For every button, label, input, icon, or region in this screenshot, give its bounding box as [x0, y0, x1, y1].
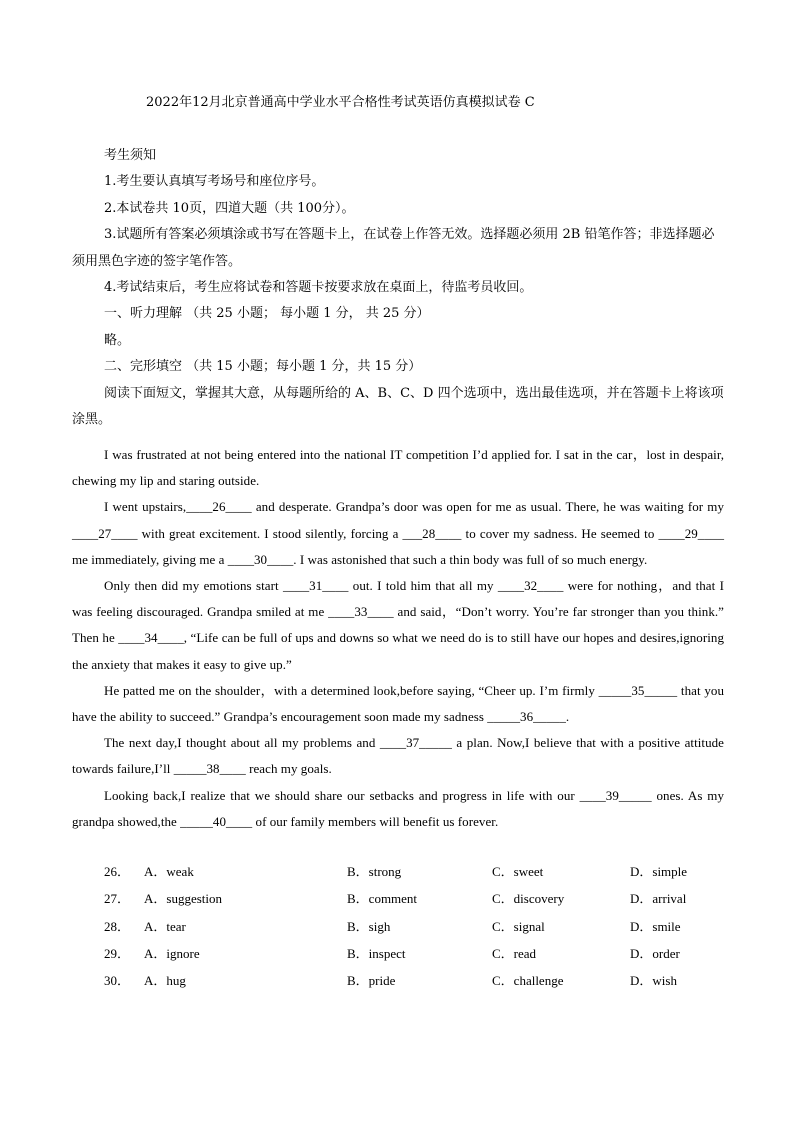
section1-note: 略。 [104, 332, 131, 348]
question-number: 30． [104, 973, 131, 989]
option-d: D．order [630, 946, 680, 962]
option-b: B．inspect [347, 946, 406, 962]
section1-heading: 一、听力理解 （共 25 小题； 每小题 1 分， 共 25 分） [104, 306, 430, 322]
notice-item: 2.本试卷共 10页，四道大题（共 100分）。 [104, 200, 355, 216]
document-title: 2022年12月北京普通高中学业水平合格性考试英语仿真模拟试卷 C [146, 95, 535, 110]
option-b: B．strong [347, 864, 402, 880]
option-a: A．tear [144, 918, 186, 934]
passage [72, 442, 724, 835]
option-c: C．challenge [492, 973, 564, 989]
notice-item: 4.考试结束后，考生应将试卷和答题卡按要求放在桌面上，待监考员收回。 [104, 280, 533, 296]
question-row [104, 884, 724, 911]
option-c: C．sweet [492, 864, 544, 880]
option-a: A．suggestion [144, 891, 223, 907]
notice-item: 1.考生要认真填写考场号和座位序号。 [104, 174, 325, 190]
question-number: 26． [104, 864, 131, 880]
option-c: C．read [492, 946, 537, 962]
option-b: B．comment [347, 891, 418, 907]
passage-paragraph: Only then did my emotions start ____31____ out. I told him that all my ____32____ were for nothing，and that I was feeling discouraged. Grandpa smiled at me ____33____ and said，“Don’t worry. You’re far stronger than you think.” Then he ____34____, “Life can be full of ups and downs so what we need do is to still have our hopes and desires,ignoring the anxiety that makes it easy to give up.” [72, 578, 724, 672]
question-number: 28． [104, 918, 131, 934]
question-row [104, 912, 724, 939]
passage-paragraph: The next day,I thought about all my problems and ____37_____ a plan. Now,I believe that with a positive attitude towards failure,I’ll _____38____ reach my goals. [72, 735, 724, 777]
question-row [104, 939, 724, 966]
option-d: D．wish [630, 973, 677, 989]
option-d: D．arrival [630, 891, 687, 907]
option-b: B．sigh [347, 918, 391, 934]
option-d: D．simple [630, 864, 688, 880]
option-d: D．smile [630, 918, 681, 934]
notice-heading: 考生须知 [104, 148, 157, 163]
notice-item: 3.试题所有答案必须填涂或书写在答题卡上，在试卷上作答无效。选择题必须用 2B 铅笔作答；非选择题必须用黑色字迹的签字笔作答。 [72, 227, 715, 269]
question-row [104, 857, 724, 884]
section2-heading: 二、完形填空 （共 15 小题；每小题 1 分，共 15 分） [104, 359, 422, 375]
option-a: A．weak [144, 864, 194, 880]
passage-paragraph: He patted me on the shoulder，with a determined look,before saying, “Cheer up. I’m firmly _____35_____ that you have the ability to succeed.” Grandpa’s encouragement soon made my sadness _____36_____. [72, 682, 724, 725]
option-c: C．signal [492, 918, 545, 934]
options-list [104, 857, 724, 993]
option-a: A．hug [144, 973, 186, 989]
question-number: 27． [104, 891, 131, 907]
notice-section [72, 143, 724, 433]
passage-paragraph: Looking back,I realize that we should share our setbacks and progress in life with our ____39_____ ones. As my grandpa showed,the _____40____ of our family members will benefit us forever. [72, 787, 724, 829]
question-row [104, 966, 724, 993]
passage-paragraph: I was frustrated at not being entered into the national IT competition I’d applied for. I sat in the car，lost in despair, chewing my lip and staring outside. [72, 447, 724, 489]
section2-instructions: 阅读下面短文，掌握其大意，从每题所给的 A、B、C、D 四个选项中，选出最佳选项，并在答题卡上将该项涂黑。 [72, 385, 724, 428]
option-b: B．pride [347, 973, 396, 989]
question-number: 29． [104, 946, 131, 962]
option-c: C．discovery [492, 891, 565, 907]
option-a: A．ignore [144, 946, 200, 962]
passage-paragraph: I went upstairs,____26____ and desperate. Grandpa’s door was open for me as usual. There, he was waiting for my ____27____ with great excitement. I stood silently, forcing a ___28____ to cover my sadness. He seemed to ____29____ me immediately, giving me a ____30____. I was astonished that such a thin body was full of so much energy. [72, 499, 724, 567]
